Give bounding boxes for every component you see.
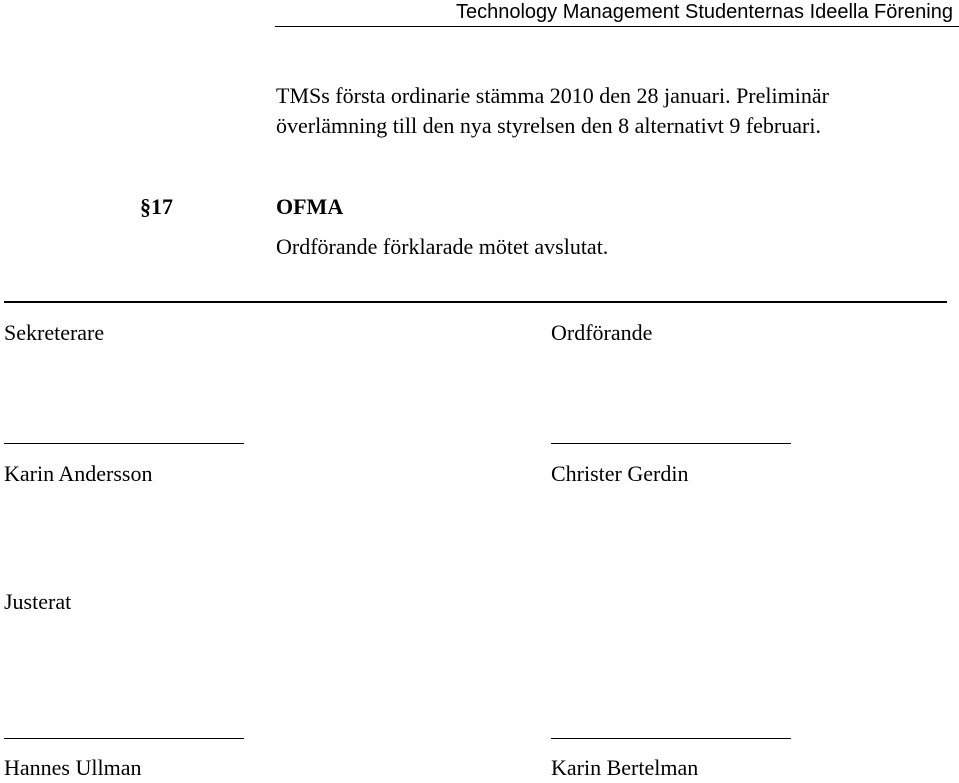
paragraph-line-2: överlämning till den nya styrelsen den 8 alternativt 9 februari. bbox=[276, 113, 821, 138]
chair-signature-line bbox=[551, 443, 791, 444]
paragraph-line-1: TMSs första ordinarie stämma 2010 den 28 januari. Preliminär bbox=[276, 83, 829, 108]
secretary-role-label: Sekreterare bbox=[4, 320, 105, 345]
header-rule bbox=[275, 26, 959, 27]
section-number: §17 bbox=[140, 194, 173, 219]
verifier2-name: Karin Bertelman bbox=[551, 755, 699, 780]
verifier2-signature-line bbox=[551, 738, 791, 739]
chair-role-label: Ordförande bbox=[551, 320, 653, 345]
section-divider bbox=[4, 301, 947, 303]
verifier1-name: Hannes Ullman bbox=[4, 755, 142, 780]
secretary-name: Karin Andersson bbox=[4, 461, 153, 486]
chair-name: Christer Gerdin bbox=[551, 461, 689, 486]
header-organization: Technology Management Studenternas Ideella Förening bbox=[456, 1, 953, 23]
secretary-signature-line bbox=[4, 443, 244, 444]
verified-label: Justerat bbox=[4, 589, 72, 614]
section-text: Ordförande förklarade mötet avslutat. bbox=[276, 234, 609, 259]
section-title: OFMA bbox=[276, 194, 344, 219]
verifier1-signature-line bbox=[4, 738, 244, 739]
